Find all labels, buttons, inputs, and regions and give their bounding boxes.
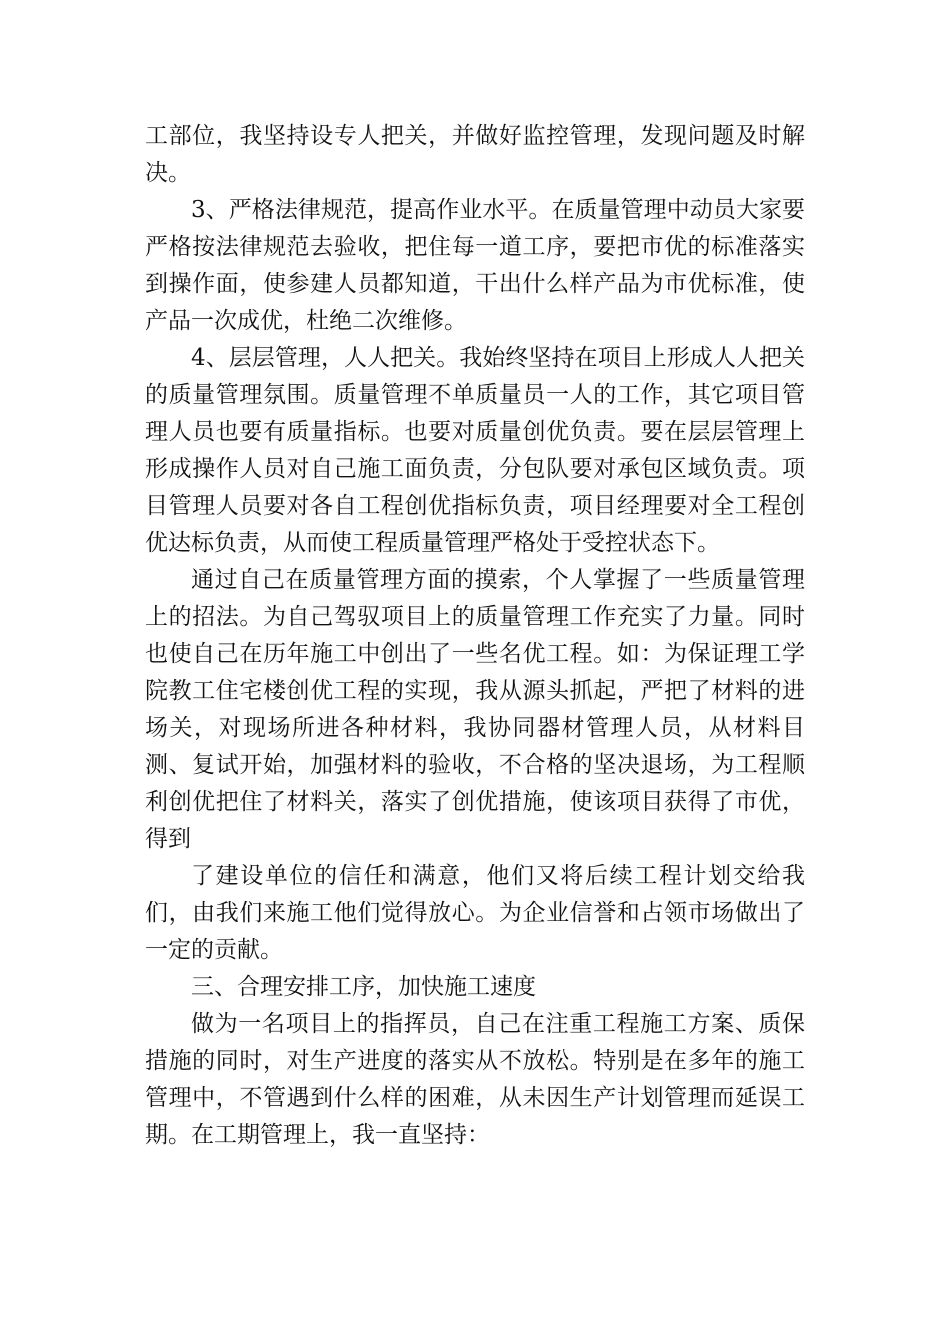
document-page — [145, 118, 805, 1154]
paragraph-item-3: 3、严格法律规范，提高作业水平。在质量管理中动员大家要严格按法律规范去验收，把住每一道工序，要把市优的标准落实到操作面，使参建人员都知道，干出什么样产品为市优标准，使产品一次成优，杜绝二次维修。 — [145, 197, 805, 334]
paragraph-client-trust: 了建设单位的信任和满意，他们又将后续工程计划交给我们，由我们来施工他们觉得放心。为企业信誉和占领市场做出了一定的贡献。 — [145, 863, 805, 963]
paragraph-item-4: 4、层层管理，人人把关。我始终坚持在项目上形成人人把关的质量管理氛围。质量管理不单质量员一人的工作，其它项目管理人员也要有质量指标。也要对质量创优负责。要在层层管理上形成操作人员对自己施工面负责，分包队要对承包区域负责。项目管理人员要对各自工程创优指标负责，项目经理要对全工程创优达标负责，从而使工程质量管理严格处于受控状态下。 — [145, 345, 805, 556]
section-heading-3: 三、合理安排工序，加快施工速度 — [191, 974, 536, 1000]
paragraph-continuation: 工部位，我坚持设专人把关，并做好监控管理，发现问题及时解决。 — [145, 123, 805, 186]
paragraph-quality-summary: 通过自己在质量管理方面的摸索，个人掌握了一些质量管理上的招法。为自己驾驭项目上的质量管理工作充实了力量。同时也使自己在历年施工中创出了一些名优工程。如：为保证理工学院教工住宅楼创优工程的实现，我从源头抓起，严把了材料的进场关，对现场所进各种材料，我协同器材管理人员，从材料目测、复试开始，加强材料的验收，不合格的坚决退场，为工程顺利创优把住了材料关，落实了创优措施，使该项目获得了市优，得到 — [145, 567, 805, 852]
paragraph-schedule-management: 做为一名项目上的指挥员，自己在注重工程施工方案、质保措施的同时，对生产进度的落实从不放松。特别是在多年的施工管理中，不管遇到什么样的困难，从未因生产计划管理而延误工期。在工期管理上，我一直坚持： — [145, 1011, 805, 1148]
